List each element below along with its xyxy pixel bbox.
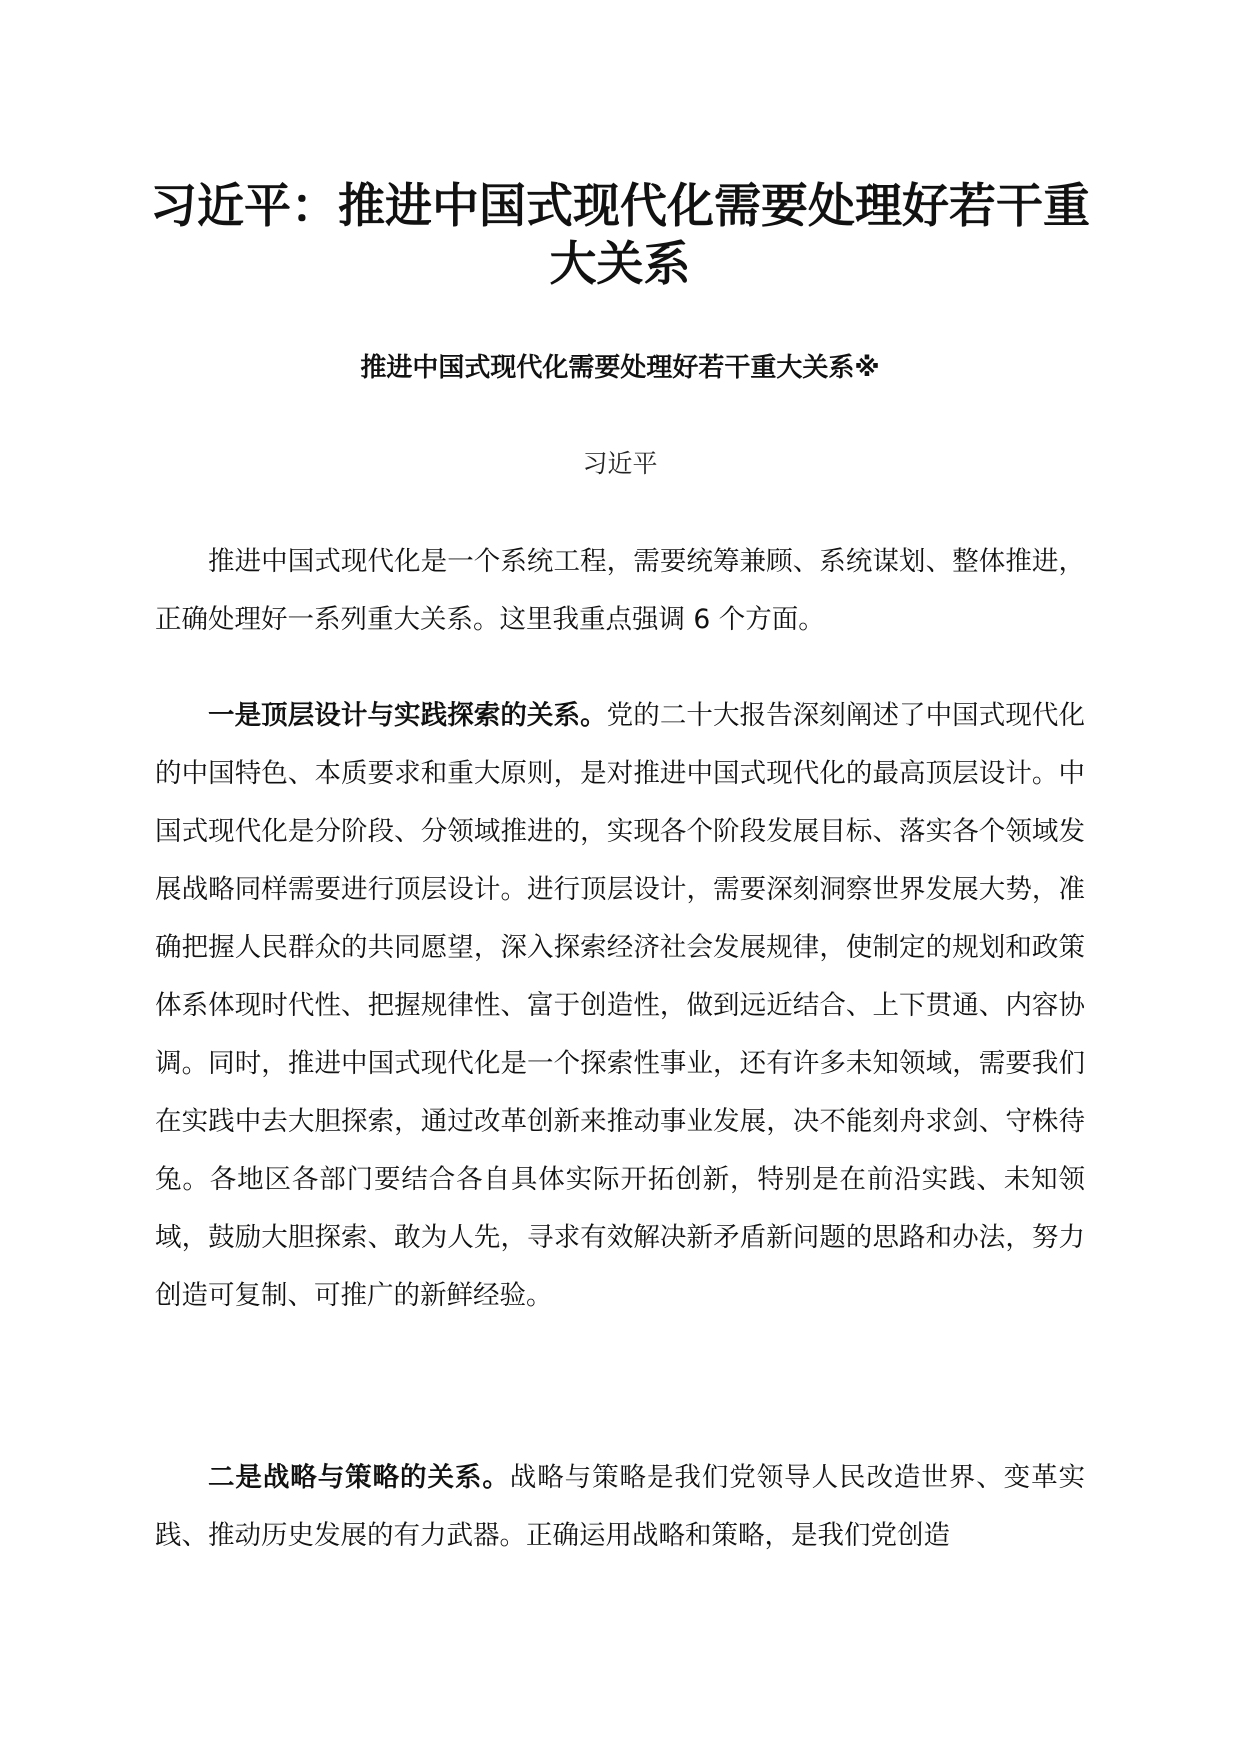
- paragraph-two: [155, 1449, 1085, 1565]
- document-subtitle: 推进中国式现代化需要处理好若干重大关系※: [360, 353, 880, 383]
- paragraph-text: 战略与策略是我们党领导人民改造世界、变革实践、推动历史发展的有力武器。正确运用战略和策略，是我们党创造: [155, 1462, 1086, 1551]
- paragraph-lead: 二是战略与策略的关系。: [208, 1462, 510, 1493]
- document-title: 习近平：推进中国式现代化需要处理好若干重大关系: [150, 179, 1090, 292]
- paragraph-text: 推进中国式现代化是一个系统工程，需要统筹兼顾、系统谋划、整体推进，正确处理好一系列重大关系。这里我重点强调 6 个方面。: [155, 546, 1085, 635]
- paragraph-one: [155, 687, 1085, 1325]
- paragraph-lead: 一是顶层设计与实践探索的关系。: [208, 700, 607, 731]
- paragraph-intro: [155, 533, 1085, 649]
- paragraph-text: 党的二十大报告深刻阐述了中国式现代化的中国特色、本质要求和重大原则，是对推进中国式现代化的最高顶层设计。中国式现代化是分阶段、分领域推进的，实现各个阶段发展目标、落实各个领域发展战略同样需要进行顶层设计。进行顶层设计，需要深刻洞察世界发展大势，准确把握人民群众的共同愿望，深入探索经济社会发展规律，使制定的规划和政策体系体现时代性、把握规律性、富于创造性，做到远近结合、上下贯通、内容协调。同时，推进中国式现代化是一个探索性事业，还有许多未知领域，需要我们在实践中去大胆探索，通过改革创新来推动事业发展，决不能刻舟求剑、守株待兔。各地区各部门要结合各自具体实际开拓创新，特别是在前沿实践、未知领域，鼓励大胆探索、敢为人先，寻求有效解决新矛盾新问题的思路和办法，努力创造可复制、可推广的新鲜经验。: [155, 700, 1085, 1311]
- author-name: 习近平: [582, 449, 658, 478]
